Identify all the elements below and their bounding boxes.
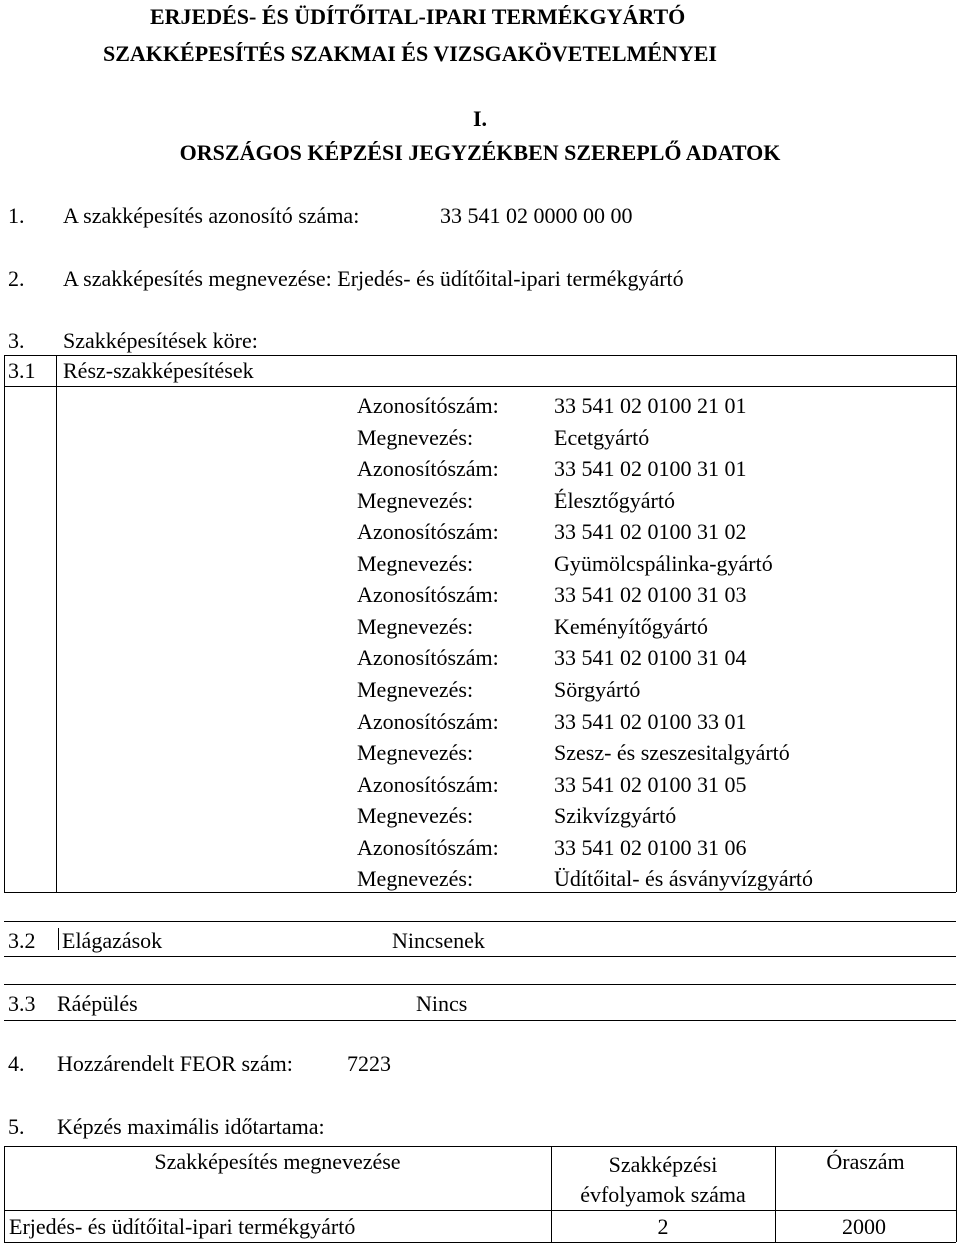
feor-label: Hozzárendelt FEOR szám:: [57, 1051, 293, 1076]
duration-table-header-hours: Óraszám: [826, 1149, 905, 1174]
pq-name-value: Gyümölcspálinka-gyártó: [554, 551, 773, 576]
pq-name-value: Sörgyártó: [554, 677, 641, 702]
pq-id-value: 33 541 02 0100 31 05: [554, 772, 747, 797]
pq-id-value: 33 541 02 0100 31 01: [554, 456, 747, 481]
document-title-line1: ERJEDÉS- ÉS ÜDÍTŐITAL-IPARI TERMÉKGYÁRTÓ: [150, 4, 686, 29]
duration-table-row-hours: 2000: [842, 1214, 886, 1239]
pq-name-value: Üdítőital- és ásványvízgyártó: [554, 866, 814, 891]
section-title: ORSZÁGOS KÉPZÉSI JEGYZÉKBEN SZEREPLŐ ADATOK: [179, 140, 781, 165]
item2-number: 2.: [8, 266, 25, 291]
addons-label: Ráépülés: [57, 991, 138, 1016]
duration-table-header-name: Szakképesítés megnevezése: [154, 1149, 401, 1174]
pq-id-label: Azonosítószám:: [357, 772, 499, 797]
pq-name-label: Megnevezés:: [357, 614, 474, 639]
pq-id-value: 33 541 02 0100 31 03: [554, 582, 747, 607]
pq-id-label: Azonosítószám:: [357, 456, 499, 481]
pq-id-label: Azonosítószám:: [357, 393, 499, 418]
pq-id-label: Azonosítószám:: [357, 582, 499, 607]
pq-name-label: Megnevezés:: [357, 551, 474, 576]
pq-name-label: Megnevezés:: [357, 425, 474, 450]
item1-number: 1.: [8, 203, 25, 228]
pq-name-label: Megnevezés:: [357, 740, 474, 765]
duration-table-header-years-line2: évfolyamok száma: [580, 1182, 746, 1207]
duration-table-row-years: 2: [657, 1214, 669, 1239]
pq-id-value: 33 541 02 0100 21 01: [554, 393, 747, 418]
item1-value: 33 541 02 0000 00 00: [440, 203, 633, 228]
addons-value: Nincs: [416, 991, 468, 1016]
duration-label: Képzés maximális időtartama:: [57, 1114, 325, 1139]
duration-number: 5.: [8, 1114, 25, 1139]
feor-number: 4.: [8, 1051, 25, 1076]
pq-name-label: Megnevezés:: [357, 803, 474, 828]
document-title-line2: SZAKKÉPESÍTÉS SZAKMAI ÉS VIZSGAKÖVETELMÉNYEI: [103, 41, 717, 66]
partial-qualifications-number: 3.1: [8, 358, 36, 383]
item3-number: 3.: [8, 328, 25, 353]
pq-name-value: Élesztőgyártó: [554, 488, 675, 513]
branches-label: Elágazások: [62, 928, 163, 953]
section-number: I.: [472, 106, 488, 131]
item2-text: A szakképesítés megnevezése: Erjedés- és üdítőital-ipari termékgyártó: [63, 266, 684, 291]
addons-number: 3.3: [8, 991, 36, 1016]
pq-id-value: 33 541 02 0100 33 01: [554, 709, 747, 734]
item3-label: Szakképesítések köre:: [63, 328, 258, 353]
pq-id-value: 33 541 02 0100 31 04: [554, 645, 747, 670]
pq-name-value: Ecetgyártó: [554, 425, 650, 450]
branches-value: Nincsenek: [392, 928, 485, 953]
pq-id-label: Azonosítószám:: [357, 709, 499, 734]
pq-id-label: Azonosítószám:: [357, 519, 499, 544]
pq-name-value: Szikvízgyártó: [554, 803, 677, 828]
pq-name-label: Megnevezés:: [357, 488, 474, 513]
branches-number: 3.2: [8, 928, 36, 953]
pq-name-label: Megnevezés:: [357, 677, 474, 702]
pq-name-value: Szesz- és szeszesitalgyártó: [554, 740, 790, 765]
pq-id-label: Azonosítószám:: [357, 835, 499, 860]
pq-name-value: Keményítőgyártó: [554, 614, 708, 639]
feor-value: 7223: [347, 1051, 391, 1076]
pq-name-label: Megnevezés:: [357, 866, 474, 891]
item1-label: A szakképesítés azonosító száma:: [63, 203, 360, 228]
duration-table-row-name: Erjedés- és üdítőital-ipari termékgyártó: [9, 1214, 356, 1239]
pq-id-label: Azonosítószám:: [357, 645, 499, 670]
partial-qualifications-label: Rész-szakképesítések: [63, 358, 254, 383]
pq-id-value: 33 541 02 0100 31 02: [554, 519, 747, 544]
pq-id-value: 33 541 02 0100 31 06: [554, 835, 747, 860]
duration-table-header-years-line1: Szakképzési: [608, 1152, 718, 1177]
